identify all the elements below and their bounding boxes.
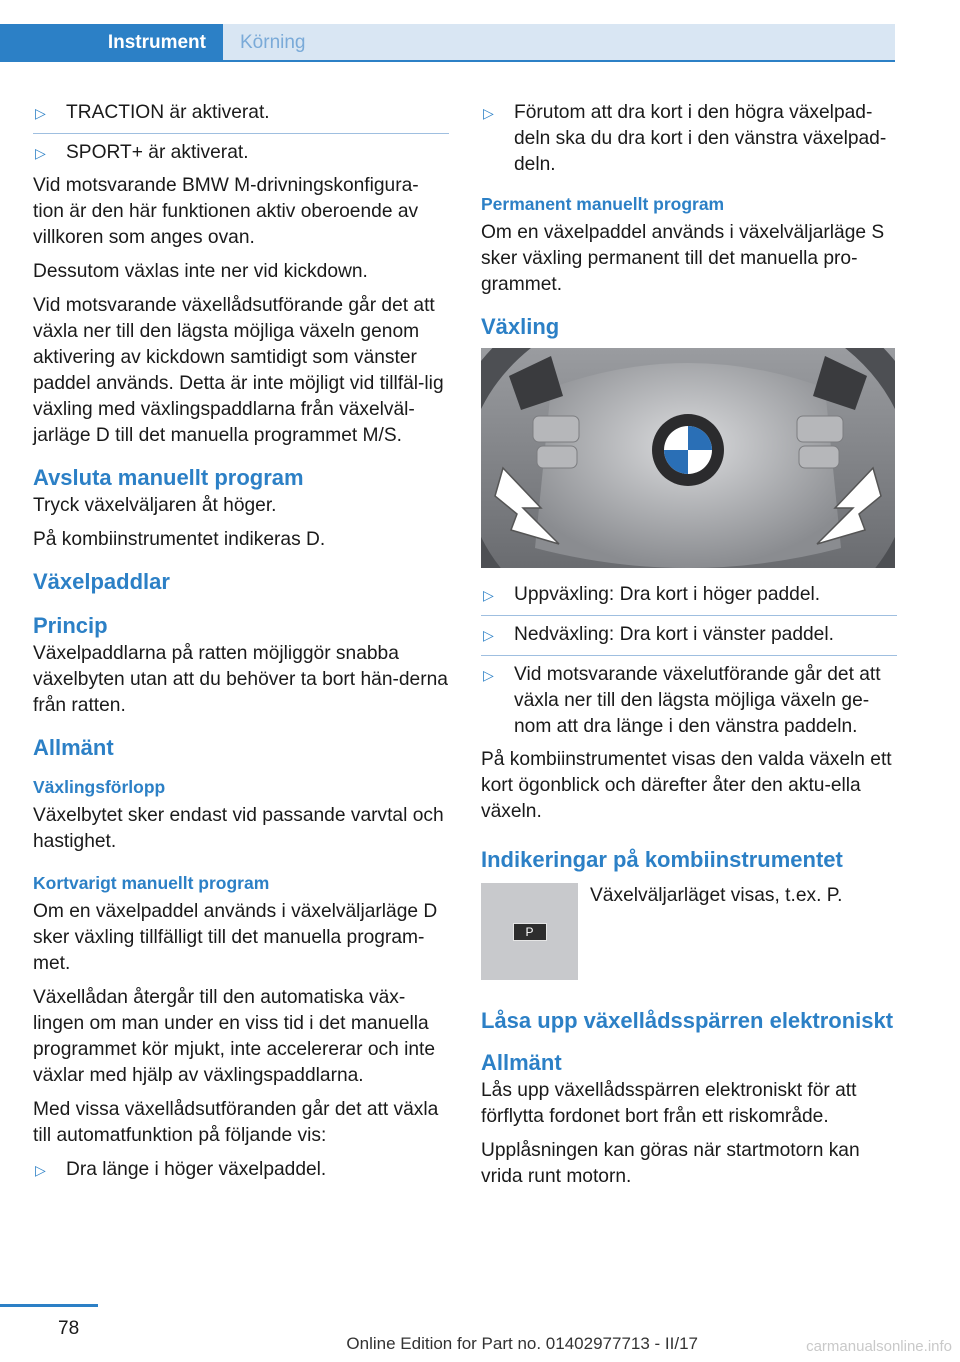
triangle-bullet-icon: ▷ xyxy=(35,105,46,121)
heading-avsluta: Avsluta manuellt program xyxy=(33,465,304,490)
list-item xyxy=(481,622,897,648)
list-item xyxy=(33,140,449,166)
gear-display-image xyxy=(481,883,578,980)
header-tabs xyxy=(0,24,895,62)
paragraph: Vid motsvarande växellådsutförande går det att växla ner till den lägsta möjliga växeln genom aktivering av kickdown samtidigt som vänster paddel används. Detta är inte möjligt vid tillfäl-lig växling med växlingspaddlarna från växelväl-jarläge D till det manuella programmet M/S. xyxy=(33,295,444,446)
right-column xyxy=(481,100,897,1198)
heading-permanent: Permanent manuellt program xyxy=(481,194,725,214)
tab-instrument[interactable]: Instrument xyxy=(0,24,223,62)
tab-korning[interactable]: Körning xyxy=(223,24,895,62)
triangle-bullet-icon: ▷ xyxy=(483,667,494,683)
list-item-text: SPORT+ är aktiverat. xyxy=(66,142,249,163)
paragraph: Lås upp växellådsspärren elektroniskt för att förflytta fordonet bort från ett riskområde. xyxy=(481,1080,857,1127)
list-item xyxy=(481,662,897,740)
paragraph: Vid motsvarande BMW M-drivningskonfigura-tion är den här funktionen aktiv oberoende av villkoren som anges ovan. xyxy=(33,175,419,248)
watermark: carmanualsonline.info xyxy=(806,1338,952,1355)
heading-allmant-2: Allmänt xyxy=(481,1050,562,1075)
list-item xyxy=(481,582,897,608)
steering-wheel-illustration xyxy=(481,348,895,568)
list-item-text: Uppväxling: Dra kort i höger paddel. xyxy=(514,584,821,605)
indicator-caption: Växelväljarläget visas, t.ex. P. xyxy=(590,885,843,906)
heading-kortvarigt: Kortvarigt manuellt program xyxy=(33,873,270,893)
list-item-text: Förutom att dra kort i den högra växelpad-deln ska du dra kort i den vänstra växelpad-deln. xyxy=(514,102,887,175)
paragraph: Upplåsningen kan göras när startmotorn kan vrida runt motorn. xyxy=(481,1140,860,1187)
footer-rule xyxy=(0,1304,98,1307)
left-column xyxy=(33,100,449,1190)
divider xyxy=(33,133,449,134)
paragraph: Växellådan återgår till den automatiska väx-lingen om man under en viss tid i det manuella programmet kör mjukt, inte accelererar och inte växlar med hjälp av växlingspaddlarna. xyxy=(33,987,436,1086)
divider xyxy=(481,615,897,616)
heading-princip: Princip xyxy=(33,613,108,638)
heading-forlopp: Växlingsförlopp xyxy=(33,777,166,797)
triangle-bullet-icon: ▷ xyxy=(483,627,494,643)
heading-allmant: Allmänt xyxy=(33,735,114,760)
list-item xyxy=(33,1157,449,1183)
triangle-bullet-icon: ▷ xyxy=(483,105,494,121)
heading-indikeringar: Indikeringar på kombiinstrumentet xyxy=(481,847,843,872)
tab-underline xyxy=(223,60,895,62)
page-number: 78 xyxy=(58,1318,80,1339)
paragraph: Om en växelpaddel används i växelväljarläge S sker växling permanent till det manuella pro-grammet. xyxy=(481,222,885,295)
paragraph: Om en växelpaddel används i växelväljarläge D sker växling tillfälligt till det manuella program-met. xyxy=(33,901,438,974)
paragraph: Med vissa växellådsutföranden går det att växla till automatfunktion på följande vis: xyxy=(33,1099,439,1146)
list-item-text: TRACTION är aktiverat. xyxy=(66,102,270,123)
paragraph: Tryck växelväljaren åt höger. xyxy=(33,495,277,516)
paragraph: På kombiinstrumentet indikeras D. xyxy=(33,529,326,550)
divider xyxy=(481,655,897,656)
gear-p-icon: P xyxy=(513,923,547,941)
heading-vaxling: Växling xyxy=(481,314,560,339)
triangle-bullet-icon: ▷ xyxy=(35,1162,46,1178)
paragraph: Växelbytet sker endast vid passande varvtal och hastighet. xyxy=(33,805,444,852)
list-item-text: Nedväxling: Dra kort i vänster paddel. xyxy=(514,624,834,645)
list-item xyxy=(481,100,897,178)
list-item-text: Vid motsvarande växelutförande går det att växla ner till den lägsta möjliga växeln ge-nom att dra länge i den vänstra paddeln. xyxy=(514,664,881,737)
paragraph: På kombiinstrumentet visas den valda växeln ett kort ögonblick och därefter åter den aktu-ella växeln. xyxy=(481,749,892,822)
heading-vaxelpaddlar: Växelpaddlar xyxy=(33,569,170,594)
indicator-example xyxy=(481,883,897,980)
list-item xyxy=(33,100,449,126)
list-item-text: Dra länge i höger växelpaddel. xyxy=(66,1159,327,1180)
triangle-bullet-icon: ▷ xyxy=(35,145,46,161)
heading-lasa: Låsa upp växellådsspärren elektroniskt xyxy=(481,1008,894,1033)
paragraph: Dessutom växlas inte ner vid kickdown. xyxy=(33,261,368,282)
paragraph: Växelpaddlarna på ratten möjliggör snabba växelbyten utan att du behöver ta bort hän-derna från ratten. xyxy=(33,643,448,716)
triangle-bullet-icon: ▷ xyxy=(483,587,494,603)
edition-text: Online Edition for Part no. 01402977713 - II/17 xyxy=(346,1334,698,1353)
